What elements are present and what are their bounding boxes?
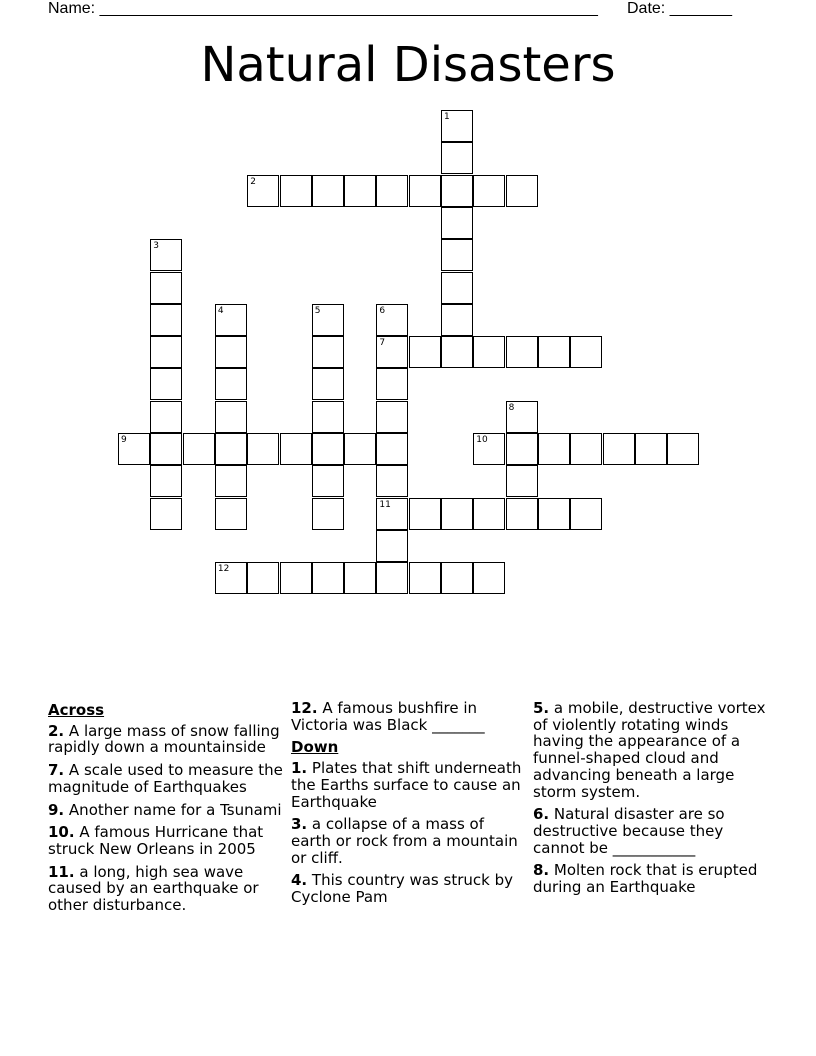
crossword-cell[interactable] <box>215 304 247 336</box>
crossword-cell[interactable] <box>506 336 538 368</box>
cell-number: 6 <box>379 305 386 316</box>
clue-text: A large mass of snow falling rapidly down a mountainside <box>48 721 280 757</box>
crossword-cell[interactable] <box>344 433 376 465</box>
crossword-cell[interactable] <box>312 401 344 433</box>
clue-number: 10. <box>48 823 75 842</box>
crossword-cell[interactable] <box>441 498 473 530</box>
crossword-cell[interactable] <box>376 368 408 400</box>
clues-column-2 <box>291 700 527 912</box>
crossword-cell[interactable] <box>376 562 408 594</box>
crossword-cell[interactable] <box>441 239 473 271</box>
crossword-cell[interactable] <box>215 562 247 594</box>
clue-down-4 <box>291 872 527 905</box>
crossword-cell[interactable] <box>409 498 441 530</box>
crossword-cell[interactable] <box>118 433 150 465</box>
crossword-cell[interactable] <box>344 175 376 207</box>
crossword-cell[interactable] <box>441 562 473 594</box>
crossword-cell[interactable] <box>570 498 602 530</box>
crossword-cell[interactable] <box>215 368 247 400</box>
crossword-cell[interactable] <box>150 401 182 433</box>
cell-number: 2 <box>250 176 256 187</box>
crossword-cell[interactable] <box>312 304 344 336</box>
date-field-label: Date: _______ <box>627 0 732 17</box>
clue-number: 11. <box>48 862 75 881</box>
cell-number: 12 <box>217 564 230 575</box>
cell-number: 7 <box>379 338 386 349</box>
crossword-cell[interactable] <box>376 175 408 207</box>
cell-number: 10 <box>476 435 488 445</box>
clue-text: A scale used to measure the magnitude of Earthquakes <box>48 761 283 796</box>
crossword-cell[interactable] <box>280 433 312 465</box>
crossword-cell[interactable] <box>635 433 667 465</box>
cell-number: 5 <box>314 305 321 316</box>
crossword-cell[interactable] <box>280 562 312 594</box>
crossword-cell[interactable] <box>473 336 505 368</box>
crossword-cell[interactable] <box>247 433 279 465</box>
crossword-cell[interactable] <box>247 175 279 207</box>
clue-text: Another name for a Tsunami <box>68 800 282 819</box>
crossword-cell[interactable] <box>376 465 408 497</box>
crossword-cell[interactable] <box>150 336 182 368</box>
crossword-cell[interactable] <box>150 465 182 497</box>
clue-text: This country was struck by Cyclone Pam <box>291 871 513 907</box>
crossword-cell[interactable] <box>215 336 247 368</box>
clue-down-1 <box>291 760 527 810</box>
clue-down-5 <box>533 700 769 800</box>
clue-text: Molten rock that is erupted during an Earthquake <box>533 861 758 897</box>
cell-number: 8 <box>508 402 515 413</box>
crossword-cell[interactable] <box>150 239 182 271</box>
crossword-cell[interactable] <box>150 304 182 336</box>
crossword-cell[interactable] <box>441 110 473 142</box>
crossword-cell[interactable] <box>376 498 408 530</box>
crossword-cell[interactable] <box>150 498 182 530</box>
clue-text: Natural disaster are so destructive because they cannot be ___________ <box>533 805 725 857</box>
crossword-cell[interactable] <box>506 498 538 530</box>
clue-number: 5. <box>533 699 550 717</box>
clue-text: A famous bushfire in Victoria was Black _______ <box>291 699 485 734</box>
crossword-cell[interactable] <box>312 433 344 465</box>
clue-text: A famous Hurricane that struck New Orleans in 2005 <box>48 823 264 858</box>
crossword-cell[interactable] <box>409 175 441 207</box>
clue-text: Plates that shift underneath the Earths surface to cause an Earthquake <box>291 759 522 811</box>
page-title: Natural Disasters <box>200 37 616 93</box>
crossword-cell[interactable] <box>409 562 441 594</box>
across-heading: Across <box>48 701 105 719</box>
clue-number: 6. <box>533 805 550 824</box>
crossword-cell[interactable] <box>215 401 247 433</box>
crossword-cell[interactable] <box>506 175 538 207</box>
cell-number: 4 <box>217 305 224 316</box>
clue-number: 4. <box>291 871 308 890</box>
crossword-cell[interactable] <box>344 562 376 594</box>
crossword-cell[interactable] <box>312 336 344 368</box>
crossword-cell[interactable] <box>538 498 570 530</box>
crossword-cell[interactable] <box>312 562 344 594</box>
clues-column-1 <box>48 700 284 920</box>
crossword-cell[interactable] <box>603 433 635 465</box>
crossword-cell[interactable] <box>247 562 279 594</box>
clue-across-10 <box>48 824 284 857</box>
crossword-cell[interactable] <box>473 498 505 530</box>
crossword-cell[interactable] <box>506 465 538 497</box>
crossword-cell[interactable] <box>215 433 247 465</box>
crossword-cell[interactable] <box>506 433 538 465</box>
crossword-cell[interactable] <box>376 304 408 336</box>
clue-number: 12. <box>291 699 318 717</box>
crossword-cell[interactable] <box>473 433 505 465</box>
cell-number: 1 <box>444 112 450 122</box>
clue-text: a collapse of a mass of earth or rock from a mountain or cliff. <box>291 815 518 867</box>
clues-column-3 <box>533 700 769 902</box>
clue-number: 3. <box>291 815 308 834</box>
clue-across-12 <box>291 700 527 733</box>
crossword-cell[interactable] <box>183 433 215 465</box>
crossword-cell[interactable] <box>538 433 570 465</box>
crossword-cell[interactable] <box>376 433 408 465</box>
crossword-cell[interactable] <box>312 175 344 207</box>
crossword-cell[interactable] <box>376 530 408 562</box>
clue-across-2 <box>48 723 284 756</box>
crossword-cell[interactable] <box>150 368 182 400</box>
crossword-cell[interactable] <box>312 465 344 497</box>
crossword-cell[interactable] <box>441 207 473 239</box>
crossword-cell[interactable] <box>506 401 538 433</box>
clue-number: 8. <box>533 861 550 880</box>
clue-down-6 <box>533 806 769 856</box>
clue-across-11 <box>48 864 284 914</box>
crossword-cell[interactable] <box>441 175 473 207</box>
crossword-cell[interactable] <box>409 336 441 368</box>
crossword-cell[interactable] <box>667 433 699 465</box>
cell-number: 9 <box>121 435 127 445</box>
crossword-cell[interactable] <box>473 175 505 207</box>
cell-number: 11 <box>379 499 391 510</box>
clue-number: 2. <box>48 721 65 740</box>
crossword-cell[interactable] <box>150 433 182 465</box>
clue-across-7 <box>48 762 284 795</box>
cell-number: 3 <box>153 241 160 252</box>
down-heading: Down <box>291 738 339 757</box>
crossword-cell[interactable] <box>538 336 570 368</box>
crossword-cell[interactable] <box>441 336 473 368</box>
crossword-cell[interactable] <box>312 498 344 530</box>
clue-text: a mobile, destructive vortex of violently rotating winds having the appearance of a funnel-shaped cloud and advancing beneath a large storm system. <box>533 699 766 801</box>
name-field-label: Name: ________________________________________________________ <box>48 0 598 17</box>
crossword-cell[interactable] <box>376 401 408 433</box>
crossword-cell[interactable] <box>376 336 408 368</box>
crossword-cell[interactable] <box>570 433 602 465</box>
crossword-cell[interactable] <box>441 304 473 336</box>
crossword-cell[interactable] <box>215 498 247 530</box>
clue-number: 9. <box>48 800 65 819</box>
clue-down-8 <box>533 862 769 895</box>
clue-text: a long, high sea wave caused by an earthquake or other disturbance. <box>48 862 259 915</box>
crossword-cell[interactable] <box>215 465 247 497</box>
clue-across-9 <box>48 802 284 819</box>
crossword-cell[interactable] <box>570 336 602 368</box>
crossword-cell[interactable] <box>312 368 344 400</box>
clue-number: 7. <box>48 761 65 780</box>
crossword-cell[interactable] <box>280 175 312 207</box>
clue-number: 1. <box>291 759 308 778</box>
crossword-cell[interactable] <box>150 272 182 304</box>
crossword-cell[interactable] <box>441 142 473 174</box>
clue-down-3 <box>291 816 527 866</box>
crossword-cell[interactable] <box>441 272 473 304</box>
crossword-cell[interactable] <box>473 562 505 594</box>
